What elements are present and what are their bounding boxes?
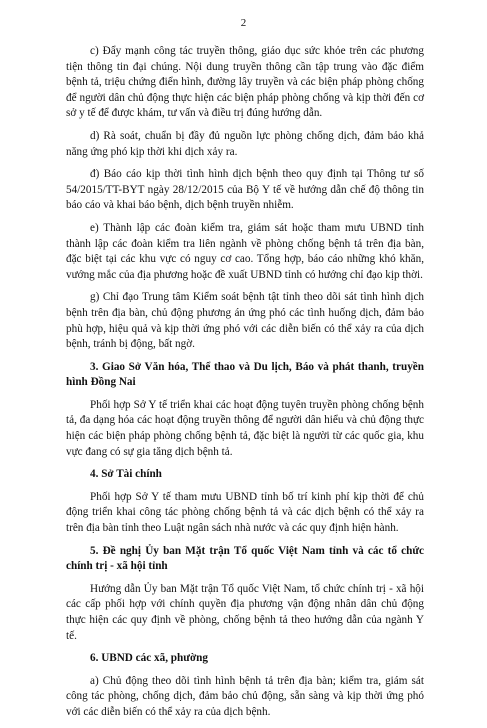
section-4-paragraph: Phối hợp Sở Y tế tham mưu UBND tỉnh bố trí kinh phí kịp thời để chủ động triển khai công tác phòng chống bệnh tả và các dịch bệnh có thể xảy ra trên địa bàn tỉnh theo Luật ngân sách nhà nước và các quy định hiện hành. (66, 490, 424, 535)
section-heading-6: 6. UBND các xã, phường (90, 652, 208, 665)
section-5-paragraph: Hướng dẫn Ủy ban Mặt trận Tổ quốc Việt Nam, tổ chức chính trị - xã hội các cấp phối hợp với chính quyền địa phương vận động nhân dân chủ động thực hiện các quy định về phòng, chống bệnh tả theo hướng dẫn của ngành Y tế. (66, 582, 424, 642)
paragraph-dd: đ) Báo cáo kịp thời tình hình dịch bệnh theo quy định tại Thông tư số 54/2015/TT-BYT ngày 28/12/2015 của Bộ Y tế về hướng dẫn chế độ thông tin báo cáo và khai báo bệnh, dịch bệnh truyền nhiễm. (66, 168, 424, 212)
page-number: 2 (240, 17, 247, 29)
paragraph-c: c) Đẩy mạnh công tác truyền thông, giáo dục sức khỏe trên các phương tiện thông tin đại chúng. Nội dung truyền thông cần tập trung vào đặc điểm bệnh tả, triệu chứng điển hình, đường lây truyền và các biện pháp phòng chống để người dân chủ động thực hiện các biện pháp phòng chống và kịp thời đến cơ sở y tế để được khám, tư vấn và điều trị đúng hướng dẫn. (66, 45, 424, 120)
section-heading-5: 5. Đề nghị Ủy ban Mặt trận Tổ quốc Việt Nam tỉnh và các tổ chức chính trị - xã hội tỉnh (66, 544, 424, 573)
section-6-paragraph-a: a) Chủ động theo dõi tình hình bệnh tả trên địa bàn; kiểm tra, giám sát công tác phòng, chống dịch, đảm bảo chủ động, sẵn sàng và kịp thời ứng phó với các diễn biến có thể xảy ra của dịch bệnh. (66, 674, 424, 718)
paragraph-e: e) Thành lập các đoàn kiểm tra, giám sát hoặc tham mưu UBND tỉnh thành lập các đoàn kiểm tra liên ngành về phòng chống bệnh tả trên địa bàn, đặc biệt tại các khu vực có nguy cơ cao. Tổng hợp, báo cáo những khó khăn, vướng mắc của địa phương hoặc đề xuất UBND tỉnh có hướng chỉ đạo kịp thời. (66, 221, 424, 281)
paragraph-g: g) Chỉ đạo Trung tâm Kiểm soát bệnh tật tỉnh theo dõi sát tình hình dịch bệnh trên địa bàn, chủ động phương án ứng phó các tình huống dịch, đảm bảo phù hợp, hiệu quả và kịp thời ứng phó với các diễn biến có thể xảy ra của dịch bệnh, tránh bị động, bất ngờ. (66, 291, 424, 351)
section-heading-4: 4. Sở Tài chính (90, 468, 162, 481)
document-body (66, 44, 424, 728)
section-3-paragraph: Phối hợp Sở Y tế triển khai các hoạt động tuyên truyền phòng chống bệnh tả, đa dạng hóa các hoạt động truyền thông để người dân hiểu và chủ động thực hiện các biện pháp phòng chống bệnh tả, đặc biệt là người từ các quốc gia, khu vực đang có sự gia tăng dịch bệnh tả. (66, 398, 424, 458)
section-heading-3: 3. Giao Sở Văn hóa, Thể thao và Du lịch, Báo và phát thanh, truyền hình Đồng Nai (66, 360, 424, 389)
paragraph-d: d) Rà soát, chuẩn bị đầy đủ nguồn lực phòng chống dịch, đảm bảo khả năng ứng phó kịp thời khi dịch xảy ra. (66, 129, 424, 158)
